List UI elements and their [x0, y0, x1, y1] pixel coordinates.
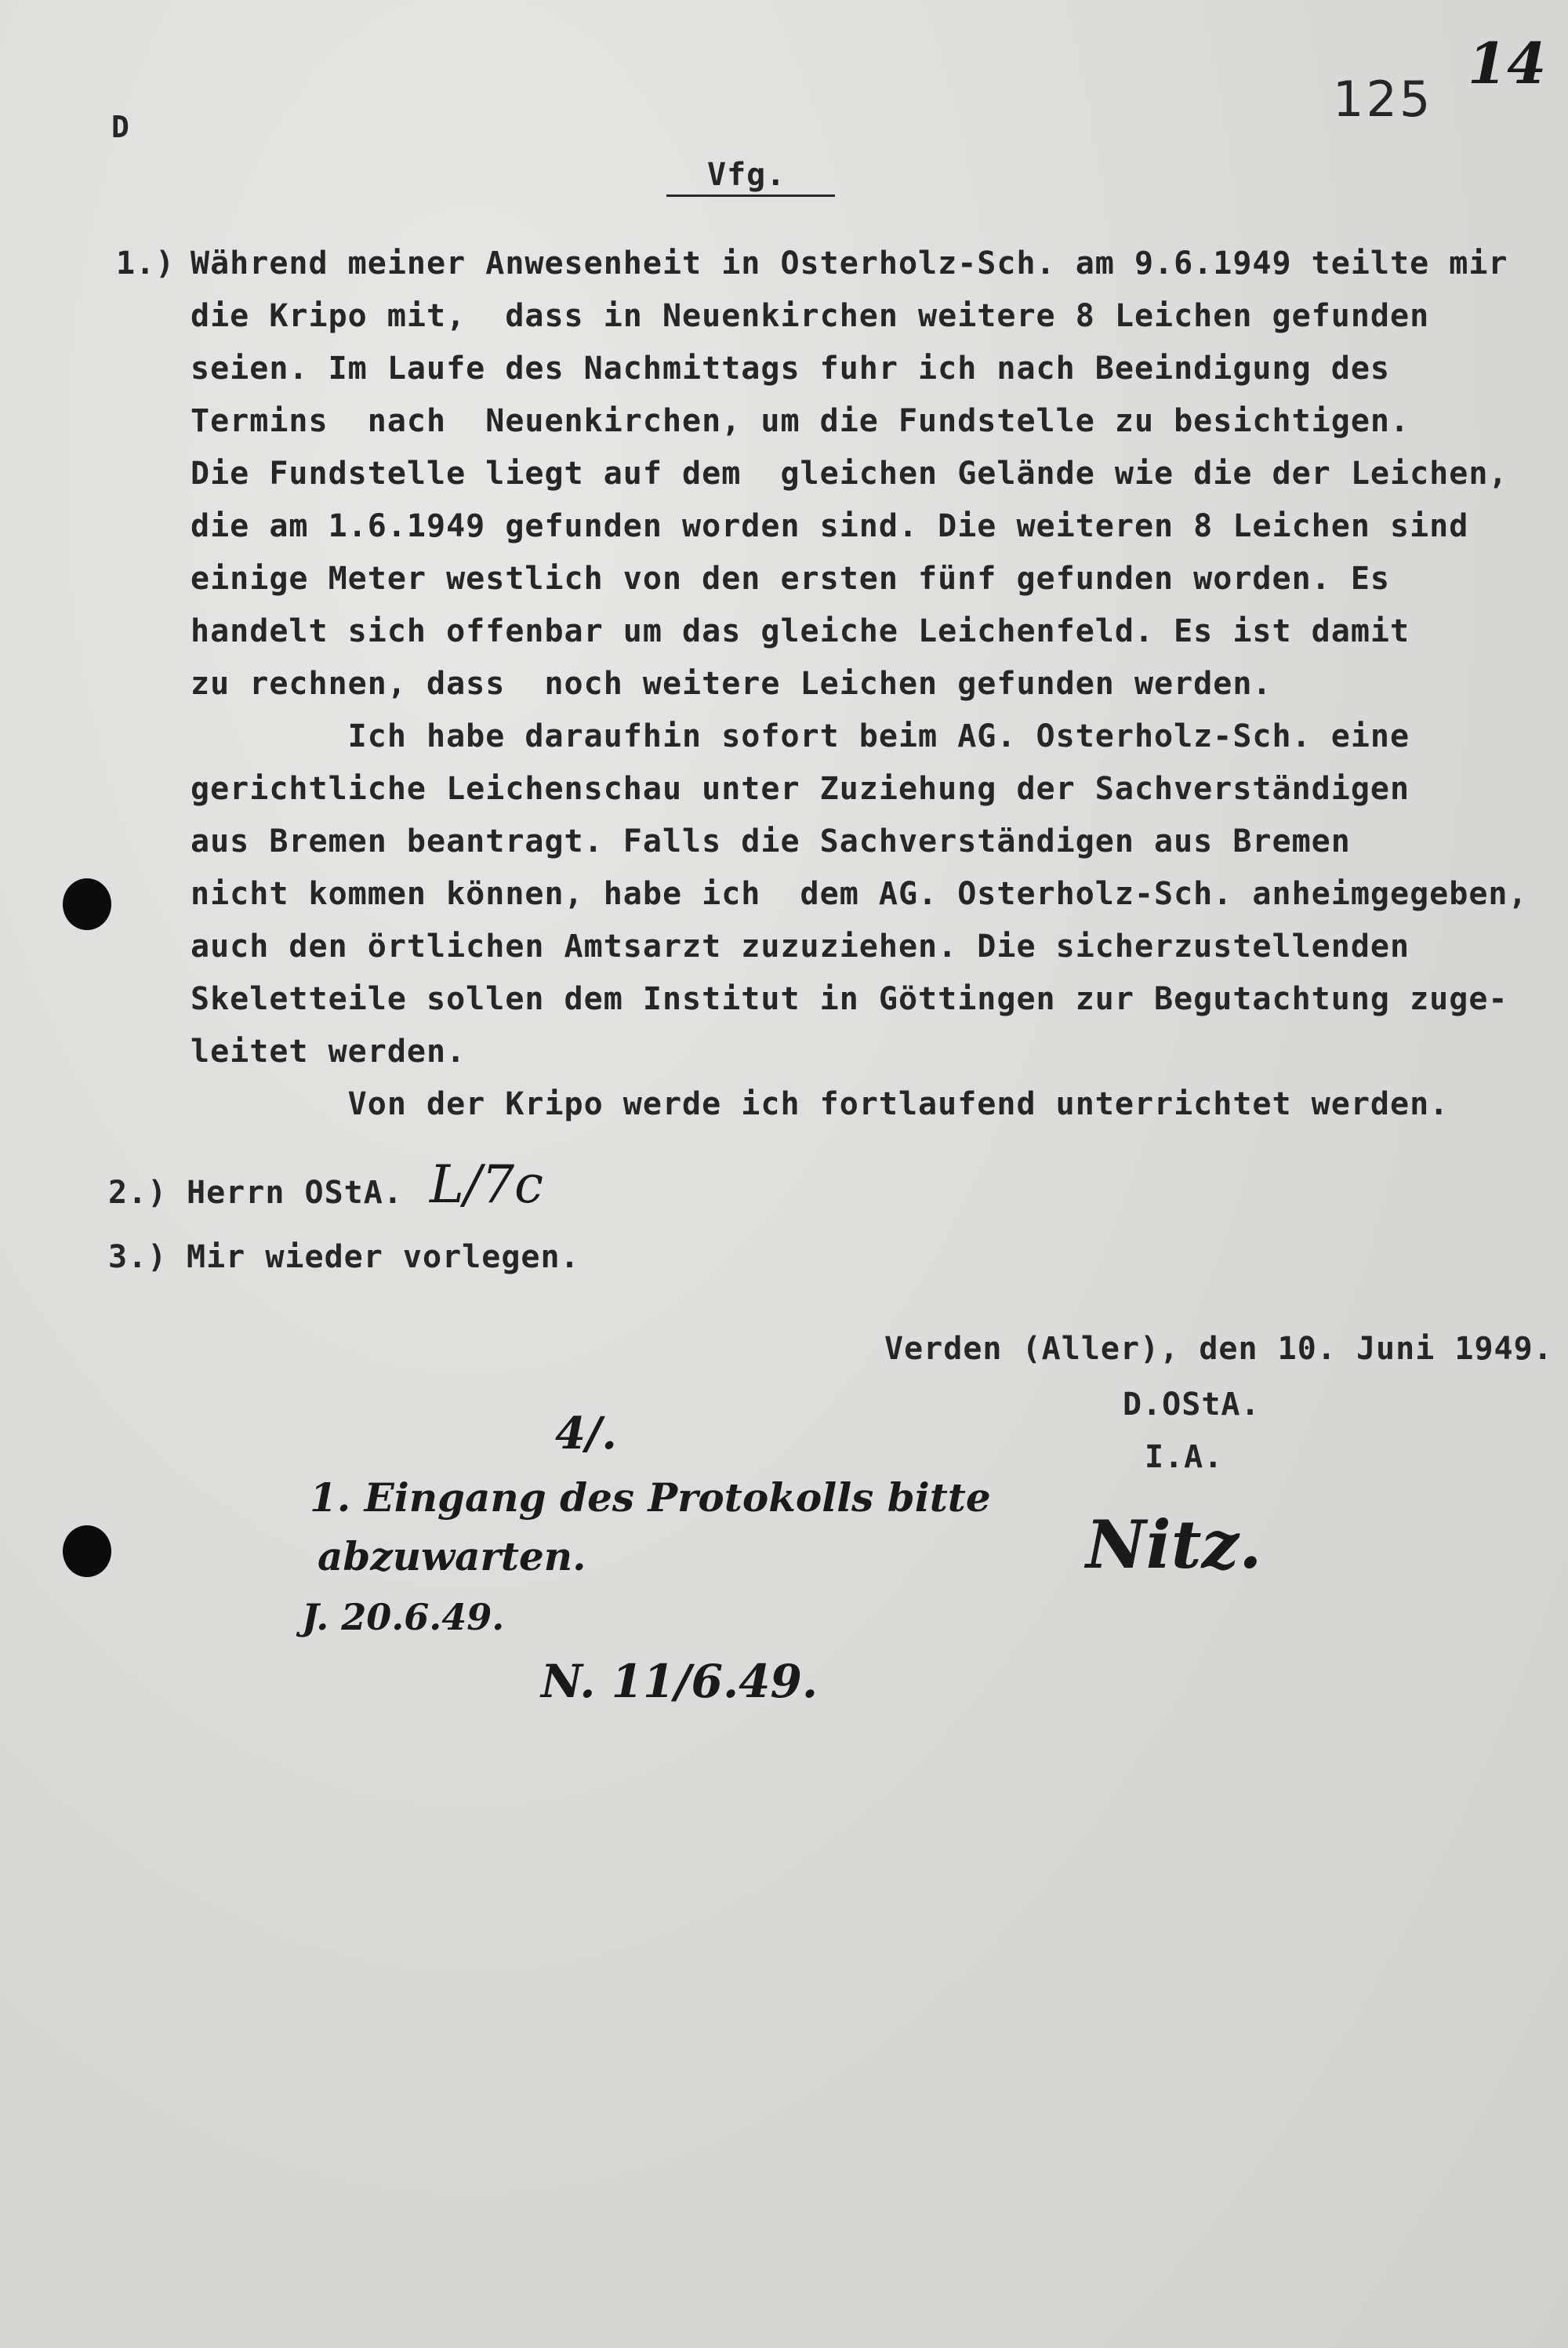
page-number-stamp: 125 — [1333, 71, 1433, 128]
item-1-line: Während meiner Anwesenheit in Osterholz-Sch. am 9.6.1949 teilte mir — [191, 245, 1508, 282]
item-1-line: leitet werden. — [191, 1034, 466, 1070]
item-3-text: Mir wieder vorlegen. — [187, 1239, 580, 1275]
handwritten-note-line: 1. Eingang des Protokolls bitte — [310, 1474, 991, 1521]
item-1-line: zu rechnen, dass noch weitere Leichen gefunden werden. — [191, 666, 1272, 702]
item-1-line: Die Fundstelle liegt auf dem gleichen Gelände wie die der Leichen, — [191, 456, 1508, 492]
place-date: Verden (Aller), den 10. Juni 1949. — [884, 1331, 1553, 1367]
item-1-line: auch den örtlichen Amtsarzt zuzuziehen. Die sicherzustellenden — [191, 929, 1410, 965]
item-1-line: die am 1.6.1949 gefunden worden sind. Die weiteren 8 Leichen sind — [191, 508, 1469, 544]
handwritten-note-line: abzuwarten. — [318, 1533, 586, 1579]
signature: Nitz. — [1086, 1506, 1262, 1583]
handwritten-date: J. 20.6.49. — [302, 1596, 505, 1638]
item-1-line: gerichtliche Leichenschau unter Zuziehung der Sachverständigen — [191, 771, 1410, 807]
item-1-line: seien. Im Laufe des Nachmittags fuhr ich nach Beeindigung des — [191, 351, 1391, 387]
item-1-line: die Kripo mit, dass in Neuenkirchen weitere 8 Leichen gefunden — [191, 298, 1430, 334]
item-3-number: 3.) — [108, 1239, 168, 1275]
item-2-text: Herrn OStA. — [187, 1175, 403, 1211]
handwritten-mark: 4/. — [555, 1408, 617, 1459]
item-1-line: Termins nach Neuenkirchen, um die Fundstelle zu besichtigen. — [191, 403, 1410, 439]
title-underline — [666, 194, 835, 197]
item-1-line: einige Meter westlich von den ersten fünf gefunden worden. Es — [191, 561, 1391, 597]
item-1-line: nicht kommen können, habe ich dem AG. Osterholz-Sch. anheimgegeben, — [191, 876, 1528, 912]
punch-hole-top — [63, 878, 111, 930]
item-1-line: Von der Kripo werde ich fortlaufend unterrichtet werden. — [191, 1086, 1450, 1122]
document-title: Vfg. — [707, 157, 786, 193]
item-2-number: 2.) — [108, 1175, 168, 1211]
item-1-line: aus Bremen beantragt. Falls die Sachverständigen aus Bremen — [191, 823, 1351, 860]
punch-hole-bottom — [63, 1525, 111, 1577]
handwritten-initials-date: N. 11/6.49. — [541, 1655, 818, 1708]
item-2-initials: L/7c — [430, 1154, 544, 1215]
page-number-handwritten: 14 — [1468, 30, 1547, 96]
item-1-number: 1.) — [116, 245, 176, 282]
item-1-line: handelt sich offenbar um das gleiche Leichenfeld. Es ist damit — [191, 613, 1410, 649]
item-1-line: Ich habe daraufhin sofort beim AG. Osterholz-Sch. eine — [191, 718, 1410, 754]
item-1-line: Skeletteile sollen dem Institut in Göttingen zur Begutachtung zuge- — [191, 981, 1508, 1017]
ia-abbreviation: I.A. — [1145, 1439, 1224, 1475]
margin-letter: D — [111, 110, 130, 144]
office-abbreviation: D.OStA. — [1123, 1387, 1261, 1423]
